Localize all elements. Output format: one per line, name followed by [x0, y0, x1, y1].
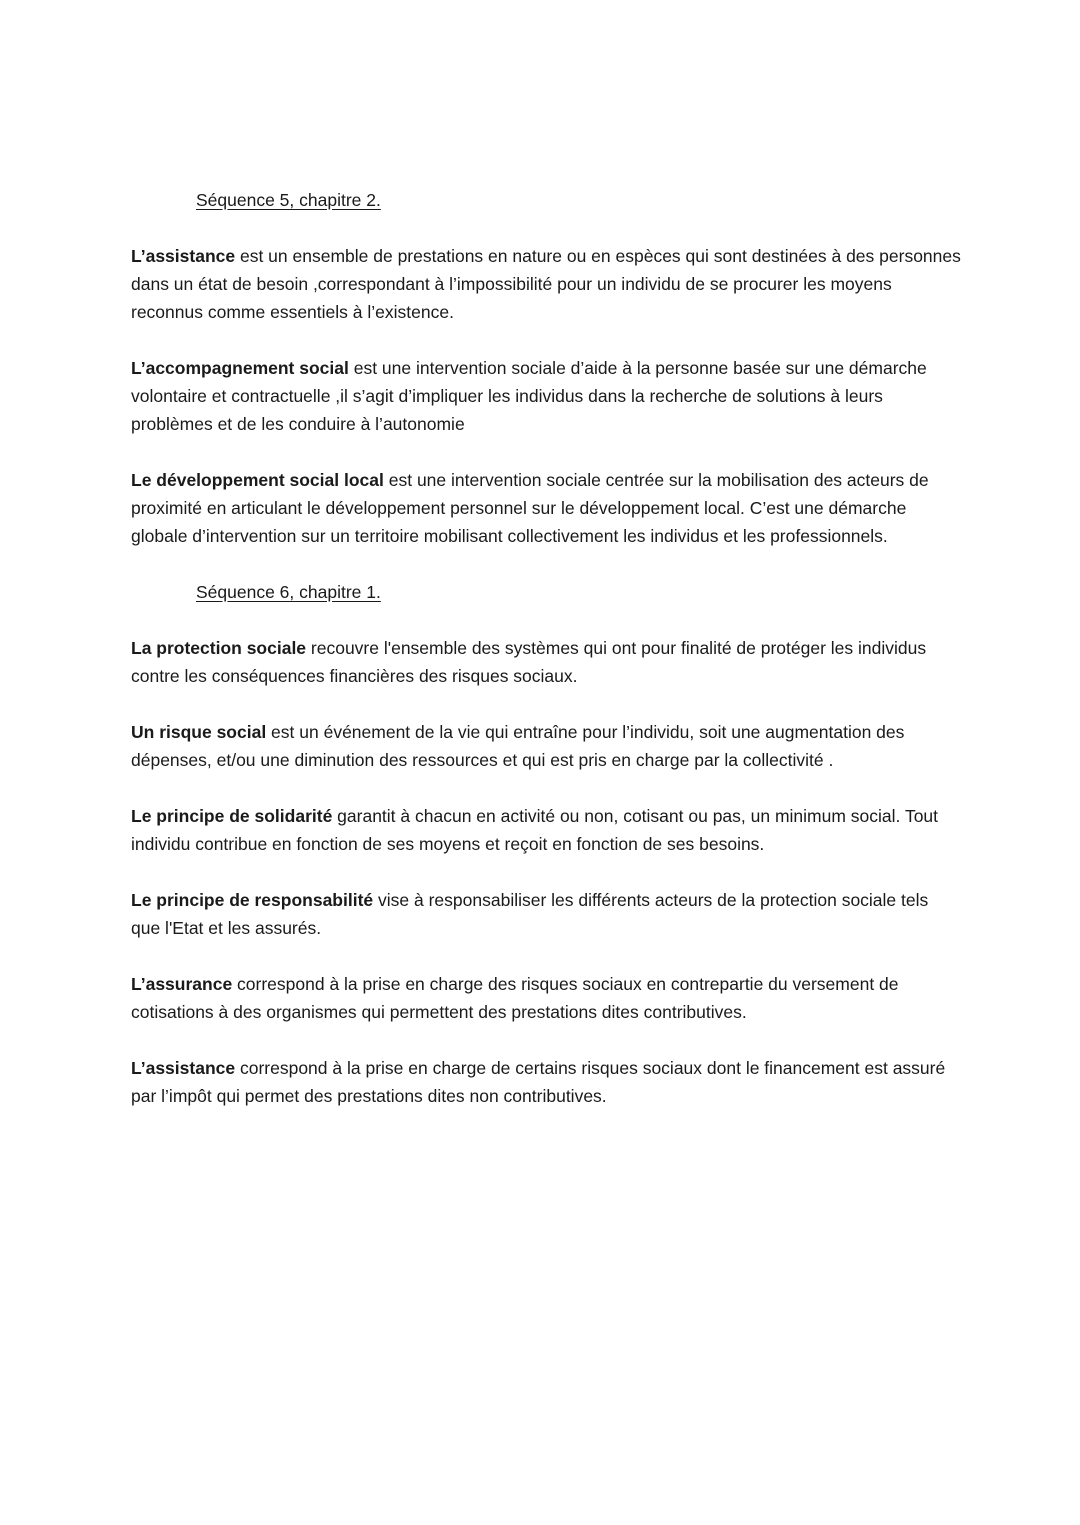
- definition-paragraph: [131, 634, 961, 690]
- definition-paragraph: [131, 970, 961, 1026]
- definition-paragraph: [131, 354, 961, 438]
- definition-text: recouvre l'ensemble des systèmes qui ont pour finalité de protéger les individus contre les conséquences financières des risques sociaux.: [131, 638, 927, 686]
- definition-term: Le principe de responsabilité: [131, 890, 374, 910]
- definition-text: est un événement de la vie qui entraîne pour l’individu, soit une augmentation des dépenses, et/ou une diminution des ressources et qui est pris en charge par la collectivité .: [131, 722, 905, 770]
- section-heading: Séquence 6, chapitre 1.: [196, 582, 381, 602]
- definition-term: L’assurance: [131, 974, 233, 994]
- definition-paragraph: [131, 466, 961, 550]
- definition-term: L’accompagnement social: [131, 358, 349, 378]
- document-content: [131, 186, 961, 1138]
- definition-text: est un ensemble de prestations en nature ou en espèces qui sont destinées à des personnes dans un état de besoin ,correspondant à l’impossibilité pour un individu de se procurer les moyens reconnus comme essentiels à l’existence.: [131, 246, 961, 322]
- definition-paragraph: [131, 718, 961, 774]
- definition-text: correspond à la prise en charge des risques sociaux en contrepartie du versement de cotisations à des organismes qui permettent des prestations dites contributives.: [131, 974, 899, 1022]
- definition-text: vise à responsabiliser les différents acteurs de la protection sociale tels que l'Etat et les assurés.: [131, 890, 929, 938]
- definition-paragraph: [131, 242, 961, 326]
- definition-term: La protection sociale: [131, 638, 307, 658]
- definition-term: L’assistance: [131, 246, 236, 266]
- definition-text: est une intervention sociale d’aide à la personne basée sur une démarche volontaire et contractuelle ,il s’agit d’impliquer les individus dans la recherche de solutions à leurs problèmes et de les conduire à l’autonomie: [131, 358, 927, 434]
- definition-text: est une intervention sociale centrée sur la mobilisation des acteurs de proximité en articulant le développement personnel sur le développement local. C’est une démarche globale d’intervention sur un territoire mobilisant collectivement les individus et les professionnels.: [131, 470, 929, 546]
- definition-term: Le principe de solidarité: [131, 806, 333, 826]
- definition-term: Un risque social: [131, 722, 267, 742]
- definition-paragraph: [131, 886, 961, 942]
- definition-term: L’assistance: [131, 1058, 236, 1078]
- definition-text: garantit à chacun en activité ou non, cotisant ou pas, un minimum social. Tout individu contribue en fonction de ses moyens et reçoit en fonction de ses besoins.: [131, 806, 939, 854]
- definition-paragraph: [131, 802, 961, 858]
- section-heading: Séquence 5, chapitre 2.: [196, 190, 381, 210]
- definition-text: correspond à la prise en charge de certains risques sociaux dont le financement est assuré par l’impôt qui permet des prestations dites non contributives.: [131, 1058, 946, 1106]
- definition-paragraph: [131, 1054, 961, 1110]
- definition-term: Le développement social local: [131, 470, 384, 490]
